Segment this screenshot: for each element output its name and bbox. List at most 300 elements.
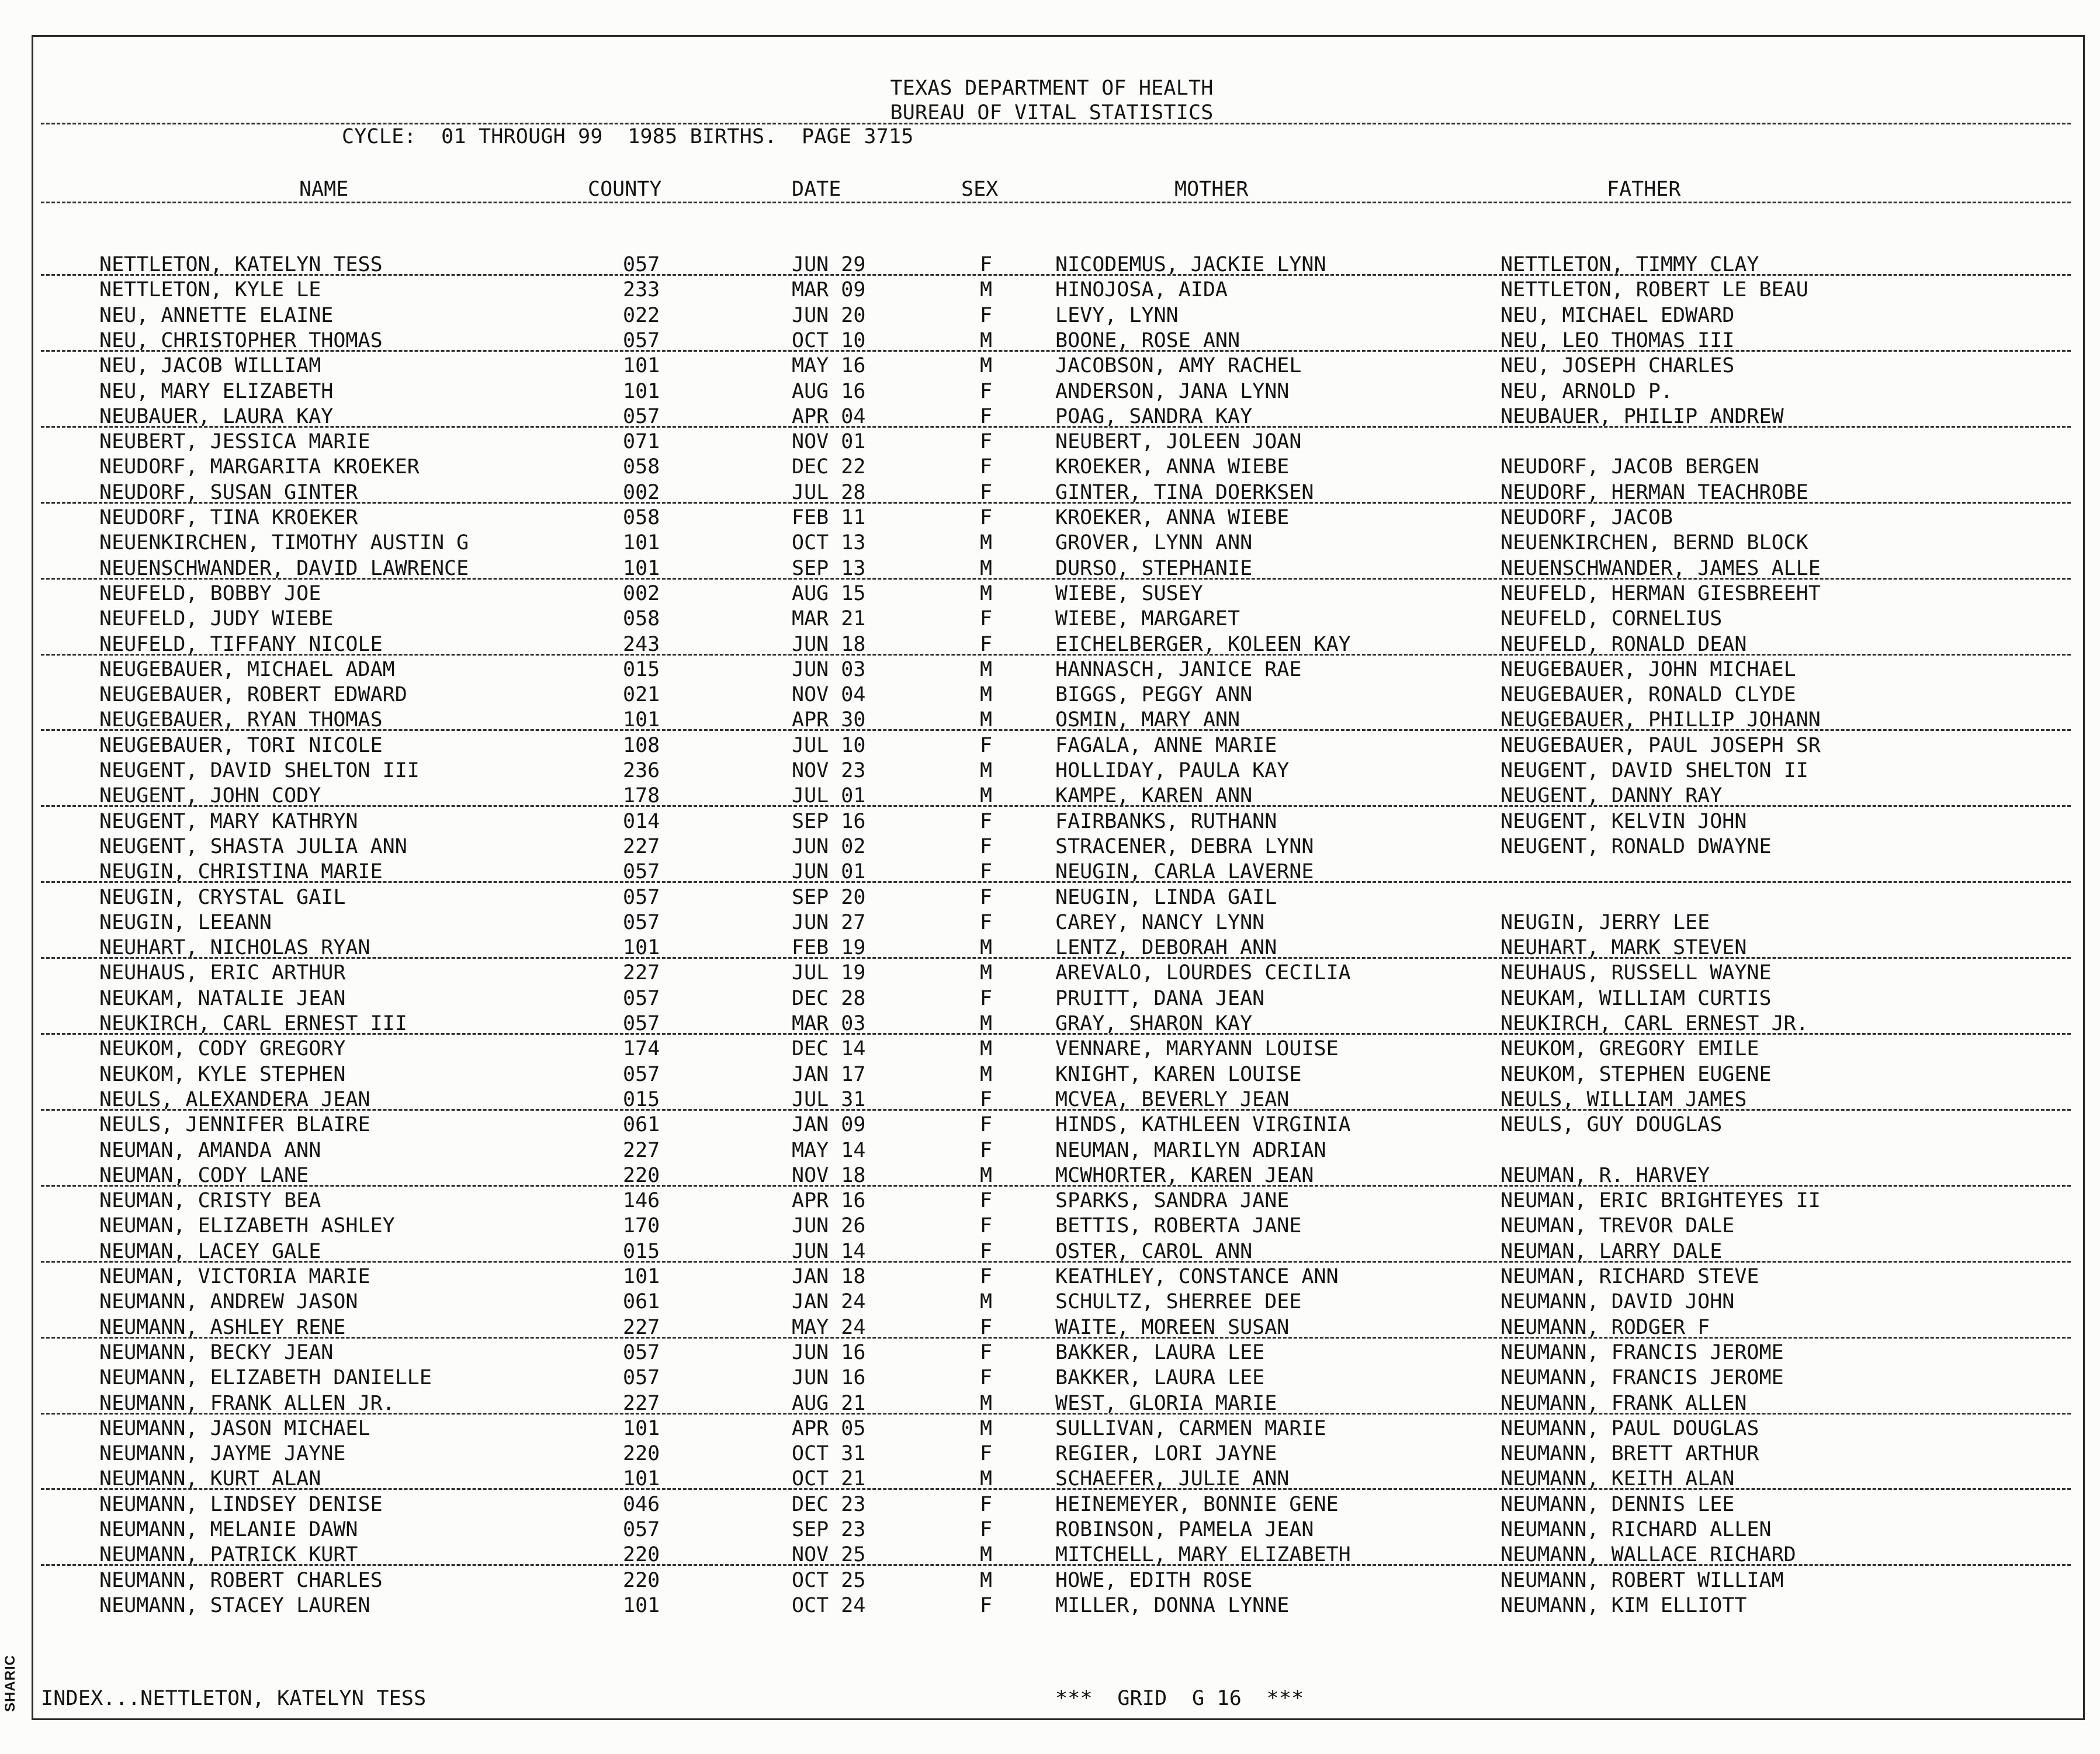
cell-county: 071 [623, 430, 660, 453]
cell-mother: FAGALA, ANNE MARIE [1055, 734, 1277, 757]
cell-date: NOV 23 [792, 759, 866, 782]
cell-county: 057 [623, 860, 660, 883]
row-group-rule [41, 729, 2071, 731]
cell-county: 057 [623, 1341, 660, 1364]
cell-sex: F [980, 405, 993, 428]
cell-name: NEUGEBAUER, MICHAEL ADAM [99, 658, 395, 681]
cell-date: OCT 31 [792, 1442, 866, 1465]
cell-county: 022 [623, 304, 660, 327]
cell-mother: NEUBERT, JOLEEN JOAN [1055, 430, 1302, 453]
table-row [0, 784, 2100, 808]
cell-date: NOV 01 [792, 430, 866, 453]
cell-county: 057 [623, 253, 660, 276]
table-row [0, 1542, 2100, 1567]
cell-mother: OSMIN, MARY ANN [1055, 708, 1240, 732]
cell-mother: WEST, GLORIA MARIE [1055, 1392, 1277, 1415]
cell-father: NEUMAN, LARRY DALE [1501, 1240, 1723, 1263]
cell-sex: F [980, 1341, 993, 1364]
table-row [0, 606, 2100, 631]
cell-father: NEUHART, MARK STEVEN [1501, 936, 1747, 959]
cell-mother: SCHAEFER, JULIE ANN [1055, 1467, 1290, 1490]
cell-mother: KNIGHT, KAREN LOUISE [1055, 1063, 1302, 1086]
cell-mother: KROEKER, ANNA WIEBE [1055, 455, 1290, 479]
cell-date: APR 16 [792, 1189, 866, 1212]
cell-father: NEUMAN, R. HARVEY [1501, 1164, 1710, 1187]
cell-father: NEU, LEO THOMAS III [1501, 329, 1735, 352]
table-row [0, 1593, 2100, 1618]
cell-name: NEUMAN, LACEY GALE [99, 1240, 321, 1263]
cell-father: NEUDORF, HERMAN TEACHROBE [1501, 481, 1808, 504]
table-row [0, 1340, 2100, 1365]
cell-name: NEUGENT, JOHN CODY [99, 784, 321, 807]
table-row [0, 1188, 2100, 1213]
cell-county: 178 [623, 784, 660, 807]
cell-father: NEUMANN, BRETT ARTHUR [1501, 1442, 1759, 1465]
cell-mother: NEUGIN, LINDA GAIL [1055, 886, 1277, 909]
table-row [0, 910, 2100, 935]
cell-county: 057 [623, 1012, 660, 1035]
cell-sex: M [980, 936, 993, 959]
cycle-line: CYCLE: 01 THROUGH 99 1985 BIRTHS. PAGE 3715 [342, 125, 914, 148]
cell-father: NEUDORF, JACOB BERGEN [1501, 455, 1759, 479]
cell-sex: F [980, 1518, 993, 1541]
cell-mother: KAMPE, KAREN ANN [1055, 784, 1253, 807]
cell-mother: POAG, SANDRA KAY [1055, 405, 1253, 428]
cell-county: 108 [623, 734, 660, 757]
row-group-rule [41, 578, 2071, 580]
table-row [0, 531, 2100, 555]
cell-name: NEUMANN, JAYME JAYNE [99, 1442, 346, 1465]
cell-name: NEUGEBAUER, TORI NICOLE [99, 734, 383, 757]
row-group-rule [41, 1033, 2071, 1035]
cell-father: NEUMAN, TREVOR DALE [1501, 1214, 1735, 1237]
cell-county: 101 [623, 936, 660, 959]
cell-name: NEUKIRCH, CARL ERNEST III [99, 1012, 407, 1035]
cell-county: 220 [623, 1164, 660, 1187]
cell-mother: REGIER, LORI JAYNE [1055, 1442, 1277, 1465]
cell-sex: M [980, 1467, 993, 1490]
cell-mother: VENNARE, MARYANN LOUISE [1055, 1037, 1339, 1060]
cell-county: 046 [623, 1493, 660, 1516]
col-header-date: DATE [792, 178, 841, 201]
table-row [0, 1062, 2100, 1087]
table-row [0, 404, 2100, 429]
table-row [0, 986, 2100, 1011]
cell-name: NEUHART, NICHOLAS RYAN [99, 936, 370, 959]
cell-sex: F [980, 455, 993, 479]
cell-county: 227 [623, 1392, 660, 1415]
cell-mother: ANDERSON, JANA LYNN [1055, 380, 1290, 403]
table-row [0, 859, 2100, 884]
cell-name: NEUMANN, JASON MICHAEL [99, 1417, 370, 1440]
cell-father: NEUFELD, RONALD DEAN [1501, 633, 1747, 656]
cell-name: NEUMANN, ELIZABETH DANIELLE [99, 1366, 432, 1389]
table-row [0, 303, 2100, 328]
cell-father: NEUHAUS, RUSSELL WAYNE [1501, 961, 1772, 985]
cell-date: AUG 16 [792, 380, 866, 403]
cell-mother: WIEBE, SUSEY [1055, 582, 1203, 605]
cell-sex: F [980, 1265, 993, 1288]
cell-father: NEUENKIRCHEN, BERND BLOCK [1501, 531, 1808, 554]
cell-father: NEUGEBAUER, PAUL JOSEPH SR [1501, 734, 1821, 757]
cell-mother: BAKKER, LAURA LEE [1055, 1366, 1265, 1389]
side-label: SHARIC [2, 1654, 18, 1712]
cell-father: NEUDORF, JACOB [1501, 506, 1673, 529]
cell-date: DEC 22 [792, 455, 866, 479]
cell-sex: F [980, 1493, 993, 1516]
cell-name: NEUMANN, ANDREW JASON [99, 1290, 358, 1313]
cell-father: NEUBAUER, PHILIP ANDREW [1501, 405, 1784, 428]
cell-sex: F [980, 304, 993, 327]
table-row [0, 1467, 2100, 1491]
cell-name: NEUFELD, JUDY WIEBE [99, 607, 334, 630]
cell-sex: M [980, 1037, 993, 1060]
cell-county: 233 [623, 278, 660, 301]
cell-county: 058 [623, 455, 660, 479]
cell-date: APR 05 [792, 1417, 866, 1440]
cell-father: NEUGEBAUER, JOHN MICHAEL [1501, 658, 1796, 681]
cell-sex: M [980, 683, 993, 706]
cell-date: JUN 29 [792, 253, 866, 276]
cell-county: 058 [623, 506, 660, 529]
cell-mother: KEATHLEY, CONSTANCE ANN [1055, 1265, 1339, 1288]
footer-index: INDEX...NETTLETON, KATELYN TESS [41, 1687, 427, 1710]
table-row [0, 1037, 2100, 1061]
cell-father: NEUMANN, FRANCIS JEROME [1501, 1366, 1784, 1389]
cell-sex: F [980, 1189, 993, 1212]
cell-mother: SPARKS, SANDRA JANE [1055, 1189, 1290, 1212]
cell-father: NETTLETON, ROBERT LE BEAU [1501, 278, 1808, 301]
cell-date: APR 30 [792, 708, 866, 732]
cell-mother: BIGGS, PEGGY ANN [1055, 683, 1253, 706]
cell-name: NEUGENT, DAVID SHELTON III [99, 759, 420, 782]
cell-sex: F [980, 506, 993, 529]
cell-name: NEULS, JENNIFER BLAIRE [99, 1113, 370, 1136]
cell-date: OCT 13 [792, 531, 866, 554]
cell-name: NEUMAN, CODY LANE [99, 1164, 309, 1187]
cell-mother: LEVY, LYNN [1055, 304, 1179, 327]
table-row [0, 1365, 2100, 1390]
cell-mother: NICODEMUS, JACKIE LYNN [1055, 253, 1326, 276]
cell-father: NEULS, WILLIAM JAMES [1501, 1088, 1747, 1111]
cell-mother: WIEBE, MARGARET [1055, 607, 1240, 630]
cell-sex: F [980, 430, 993, 453]
cell-father: NEUMANN, DENNIS LEE [1501, 1493, 1735, 1516]
cell-mother: ROBINSON, PAMELA JEAN [1055, 1518, 1314, 1541]
cell-father: NEUKOM, STEPHEN EUGENE [1501, 1063, 1772, 1086]
cell-mother: FAIRBANKS, RUTHANN [1055, 810, 1277, 833]
cell-mother: MCWHORTER, KAREN JEAN [1055, 1164, 1314, 1187]
cell-name: NEUKOM, KYLE STEPHEN [99, 1063, 346, 1086]
row-group-rule [41, 881, 2071, 883]
cell-sex: F [980, 1594, 993, 1617]
cell-date: JAN 09 [792, 1113, 866, 1136]
cell-mother: BAKKER, LAURA LEE [1055, 1341, 1265, 1364]
table-row [0, 657, 2100, 682]
cell-sex: F [980, 1240, 993, 1263]
cell-name: NEUMAN, AMANDA ANN [99, 1139, 321, 1162]
cell-date: JUL 31 [792, 1088, 866, 1111]
cell-date: JUL 01 [792, 784, 866, 807]
cell-county: 170 [623, 1214, 660, 1237]
cell-name: NEUMANN, ROBERT CHARLES [99, 1569, 383, 1592]
cell-county: 057 [623, 1518, 660, 1541]
row-group-rule [41, 502, 2071, 504]
cell-date: NOV 04 [792, 683, 866, 706]
cell-county: 015 [623, 658, 660, 681]
cell-sex: M [980, 1569, 993, 1592]
column-header-rule [41, 202, 2071, 203]
cell-name: NEUMAN, VICTORIA MARIE [99, 1265, 370, 1288]
cell-name: NEUGIN, CHRISTINA MARIE [99, 860, 383, 883]
cell-date: JAN 18 [792, 1265, 866, 1288]
cell-date: MAY 16 [792, 354, 866, 377]
cell-county: 101 [623, 708, 660, 732]
cell-father: NEUMANN, DAVID JOHN [1501, 1290, 1735, 1313]
cell-mother: GINTER, TINA DOERKSEN [1055, 481, 1314, 504]
cell-sex: F [980, 380, 993, 403]
table-row [0, 834, 2100, 859]
table-row [0, 885, 2100, 910]
cell-date: JUL 28 [792, 481, 866, 504]
row-group-rule [41, 1564, 2071, 1566]
cell-sex: F [980, 253, 993, 276]
table-row [0, 1441, 2100, 1466]
cell-sex: M [980, 759, 993, 782]
cell-name: NEUBAUER, LAURA KAY [99, 405, 334, 428]
cell-sex: F [980, 1139, 993, 1162]
table-row [0, 505, 2100, 530]
cell-name: NEUHAUS, ERIC ARTHUR [99, 961, 346, 985]
row-group-rule [41, 805, 2071, 807]
cell-mother: GRAY, SHARON KAY [1055, 1012, 1253, 1035]
cell-father: NEUGEBAUER, PHILLIP JOHANN [1501, 708, 1821, 732]
cell-county: 057 [623, 886, 660, 909]
row-group-rule [41, 654, 2071, 656]
cell-name: NEUMAN, ELIZABETH ASHLEY [99, 1214, 395, 1237]
table-row [0, 1239, 2100, 1264]
cell-county: 002 [623, 481, 660, 504]
cell-county: 101 [623, 557, 660, 580]
table-row [0, 1289, 2100, 1314]
cell-name: NEU, JACOB WILLIAM [99, 354, 321, 377]
cell-sex: M [980, 658, 993, 681]
cell-county: 057 [623, 911, 660, 934]
table-row [0, 961, 2100, 985]
cell-father: NEU, MICHAEL EDWARD [1501, 304, 1735, 327]
cell-name: NEUMANN, BECKY JEAN [99, 1341, 334, 1364]
cell-father: NEUMANN, KIM ELLIOTT [1501, 1594, 1747, 1617]
cell-mother: BOONE, ROSE ANN [1055, 329, 1240, 352]
cell-county: 058 [623, 607, 660, 630]
cell-county: 057 [623, 987, 660, 1010]
cell-mother: EICHELBERGER, KOLEEN KAY [1055, 633, 1351, 656]
cell-father: NEUKOM, GREGORY EMILE [1501, 1037, 1759, 1060]
cell-mother: CAREY, NANCY LYNN [1055, 911, 1265, 934]
cell-father: NEUMANN, RODGER F [1501, 1316, 1710, 1339]
cell-name: NEUMANN, PATRICK KURT [99, 1543, 358, 1566]
cell-county: 002 [623, 582, 660, 605]
cell-father: NEUMANN, ROBERT WILLIAM [1501, 1569, 1784, 1592]
table-row [0, 353, 2100, 378]
table-row [0, 708, 2100, 732]
cell-name: NEU, CHRISTOPHER THOMAS [99, 329, 383, 352]
cell-county: 236 [623, 759, 660, 782]
cell-father: NEUGENT, KELVIN JOHN [1501, 810, 1747, 833]
cell-sex: M [980, 784, 993, 807]
cell-date: OCT 25 [792, 1569, 866, 1592]
cell-father: NEUMAN, RICHARD STEVE [1501, 1265, 1759, 1288]
table-row [0, 1112, 2100, 1137]
row-group-rule [41, 1261, 2071, 1263]
cell-date: SEP 13 [792, 557, 866, 580]
cell-name: NETTLETON, KATELYN TESS [99, 253, 383, 276]
cell-name: NEU, MARY ELIZABETH [99, 380, 334, 403]
cell-date: JUN 16 [792, 1366, 866, 1389]
row-group-rule [41, 426, 2071, 428]
row-group-rule [41, 1488, 2071, 1490]
table-row [0, 935, 2100, 960]
cell-father: NEUGEBAUER, RONALD CLYDE [1501, 683, 1796, 706]
cell-name: NEUGIN, CRYSTAL GAIL [99, 886, 346, 909]
cell-name: NEUMANN, LINDSEY DENISE [99, 1493, 383, 1516]
cell-date: MAR 21 [792, 607, 866, 630]
cell-father: NEUKIRCH, CARL ERNEST JR. [1501, 1012, 1808, 1035]
cell-county: 057 [623, 405, 660, 428]
cell-father: NEUGIN, JERRY LEE [1501, 911, 1710, 934]
cell-sex: F [980, 607, 993, 630]
cell-county: 243 [623, 633, 660, 656]
cell-father: NEUMANN, FRANK ALLEN [1501, 1392, 1747, 1415]
table-row [0, 1517, 2100, 1542]
cell-county: 101 [623, 1265, 660, 1288]
cell-date: JUN 14 [792, 1240, 866, 1263]
cell-name: NEUGIN, LEEANN [99, 911, 272, 934]
cell-mother: MILLER, DONNA LYNNE [1055, 1594, 1290, 1617]
cell-mother: HINOJOSA, AIDA [1055, 278, 1228, 301]
cell-county: 146 [623, 1189, 660, 1212]
cell-sex: F [980, 810, 993, 833]
cell-date: NOV 18 [792, 1164, 866, 1187]
cell-sex: F [980, 1366, 993, 1389]
cell-date: OCT 21 [792, 1467, 866, 1490]
cell-father: NEUGENT, DAVID SHELTON II [1501, 759, 1808, 782]
cell-county: 014 [623, 810, 660, 833]
row-group-rule [41, 274, 2071, 276]
cell-father: NEUKAM, WILLIAM CURTIS [1501, 987, 1772, 1010]
cell-date: JUN 20 [792, 304, 866, 327]
cell-date: SEP 16 [792, 810, 866, 833]
cell-date: AUG 21 [792, 1392, 866, 1415]
table-row [0, 1568, 2100, 1593]
cell-county: 101 [623, 1594, 660, 1617]
cell-father: NEUMANN, PAUL DOUGLAS [1501, 1417, 1759, 1440]
cell-name: NEUMANN, KURT ALAN [99, 1467, 321, 1490]
cell-name: NEUENSCHWANDER, DAVID LAWRENCE [99, 557, 469, 580]
cell-sex: M [980, 1543, 993, 1566]
cell-sex: F [980, 481, 993, 504]
col-header-mother: MOTHER [1174, 178, 1249, 201]
cell-county: 220 [623, 1442, 660, 1465]
cell-mother: PRUITT, DANA JEAN [1055, 987, 1265, 1010]
cell-sex: M [980, 1417, 993, 1440]
cell-father: NEUFELD, HERMAN GIESBREEHT [1501, 582, 1821, 605]
cell-father: NEUMANN, KEITH ALAN [1501, 1467, 1735, 1490]
cell-mother: NEUMAN, MARILYN ADRIAN [1055, 1139, 1326, 1162]
row-group-rule [41, 350, 2071, 352]
cell-mother: JACOBSON, AMY RACHEL [1055, 354, 1302, 377]
cell-name: NEUMAN, CRISTY BEA [99, 1189, 321, 1212]
cell-name: NEUBERT, JESSICA MARIE [99, 430, 370, 453]
cell-name: NEUFELD, TIFFANY NICOLE [99, 633, 383, 656]
cell-sex: M [980, 1012, 993, 1035]
cell-name: NEUKOM, CODY GREGORY [99, 1037, 346, 1060]
cell-sex: M [980, 354, 993, 377]
cell-name: NEUMANN, FRANK ALLEN JR. [99, 1392, 395, 1415]
table-row [0, 581, 2100, 606]
cell-sex: M [980, 531, 993, 554]
cell-date: SEP 20 [792, 886, 866, 909]
cell-county: 057 [623, 329, 660, 352]
cell-mother: HANNASCH, JANICE RAE [1055, 658, 1302, 681]
cell-date: JUN 27 [792, 911, 866, 934]
cell-father: NEU, JOSEPH CHARLES [1501, 354, 1735, 377]
row-group-rule [41, 1337, 2071, 1339]
row-group-rule [41, 1413, 2071, 1415]
table-row [0, 1214, 2100, 1238]
cell-mother: MCVEA, BEVERLY JEAN [1055, 1088, 1290, 1111]
cell-father: NEUMANN, RICHARD ALLEN [1501, 1518, 1772, 1541]
table-row [0, 480, 2100, 505]
table-row [0, 252, 2100, 277]
cell-sex: M [980, 329, 993, 352]
cell-date: DEC 14 [792, 1037, 866, 1060]
table-row [0, 1416, 2100, 1441]
cell-county: 057 [623, 1063, 660, 1086]
cell-date: MAR 09 [792, 278, 866, 301]
cell-county: 061 [623, 1290, 660, 1313]
cell-sex: F [980, 1088, 993, 1111]
cell-name: NETTLETON, KYLE LE [99, 278, 321, 301]
col-header-sex: SEX [961, 178, 999, 201]
cell-father: NEU, ARNOLD P. [1501, 380, 1673, 403]
table-row [0, 278, 2100, 302]
cell-mother: KROEKER, ANNA WIEBE [1055, 506, 1290, 529]
cell-father: NEUMANN, FRANCIS JEROME [1501, 1341, 1784, 1364]
cell-county: 227 [623, 835, 660, 858]
cell-name: NEUGENT, MARY KATHRYN [99, 810, 358, 833]
cell-sex: M [980, 582, 993, 605]
cell-name: NEUENKIRCHEN, TIMOTHY AUSTIN G [99, 531, 469, 554]
cell-date: MAY 24 [792, 1316, 866, 1339]
cell-father: NETTLETON, TIMMY CLAY [1501, 253, 1759, 276]
cell-name: NEUMANN, STACEY LAUREN [99, 1594, 370, 1617]
cell-county: 015 [623, 1088, 660, 1111]
cell-date: APR 04 [792, 405, 866, 428]
cell-name: NEUKAM, NATALIE JEAN [99, 987, 346, 1010]
cell-mother: LENTZ, DEBORAH ANN [1055, 936, 1277, 959]
cell-sex: M [980, 278, 993, 301]
cell-county: 227 [623, 961, 660, 985]
cell-mother: HOWE, EDITH ROSE [1055, 1569, 1253, 1592]
cell-mother: AREVALO, LOURDES CECILIA [1055, 961, 1351, 985]
cell-sex: F [980, 1214, 993, 1237]
cell-name: NEUGEBAUER, RYAN THOMAS [99, 708, 383, 732]
cell-mother: HOLLIDAY, PAULA KAY [1055, 759, 1290, 782]
cell-father: NEUGENT, DANNY RAY [1501, 784, 1723, 807]
cell-county: 101 [623, 1467, 660, 1490]
row-group-rule [41, 1185, 2071, 1187]
